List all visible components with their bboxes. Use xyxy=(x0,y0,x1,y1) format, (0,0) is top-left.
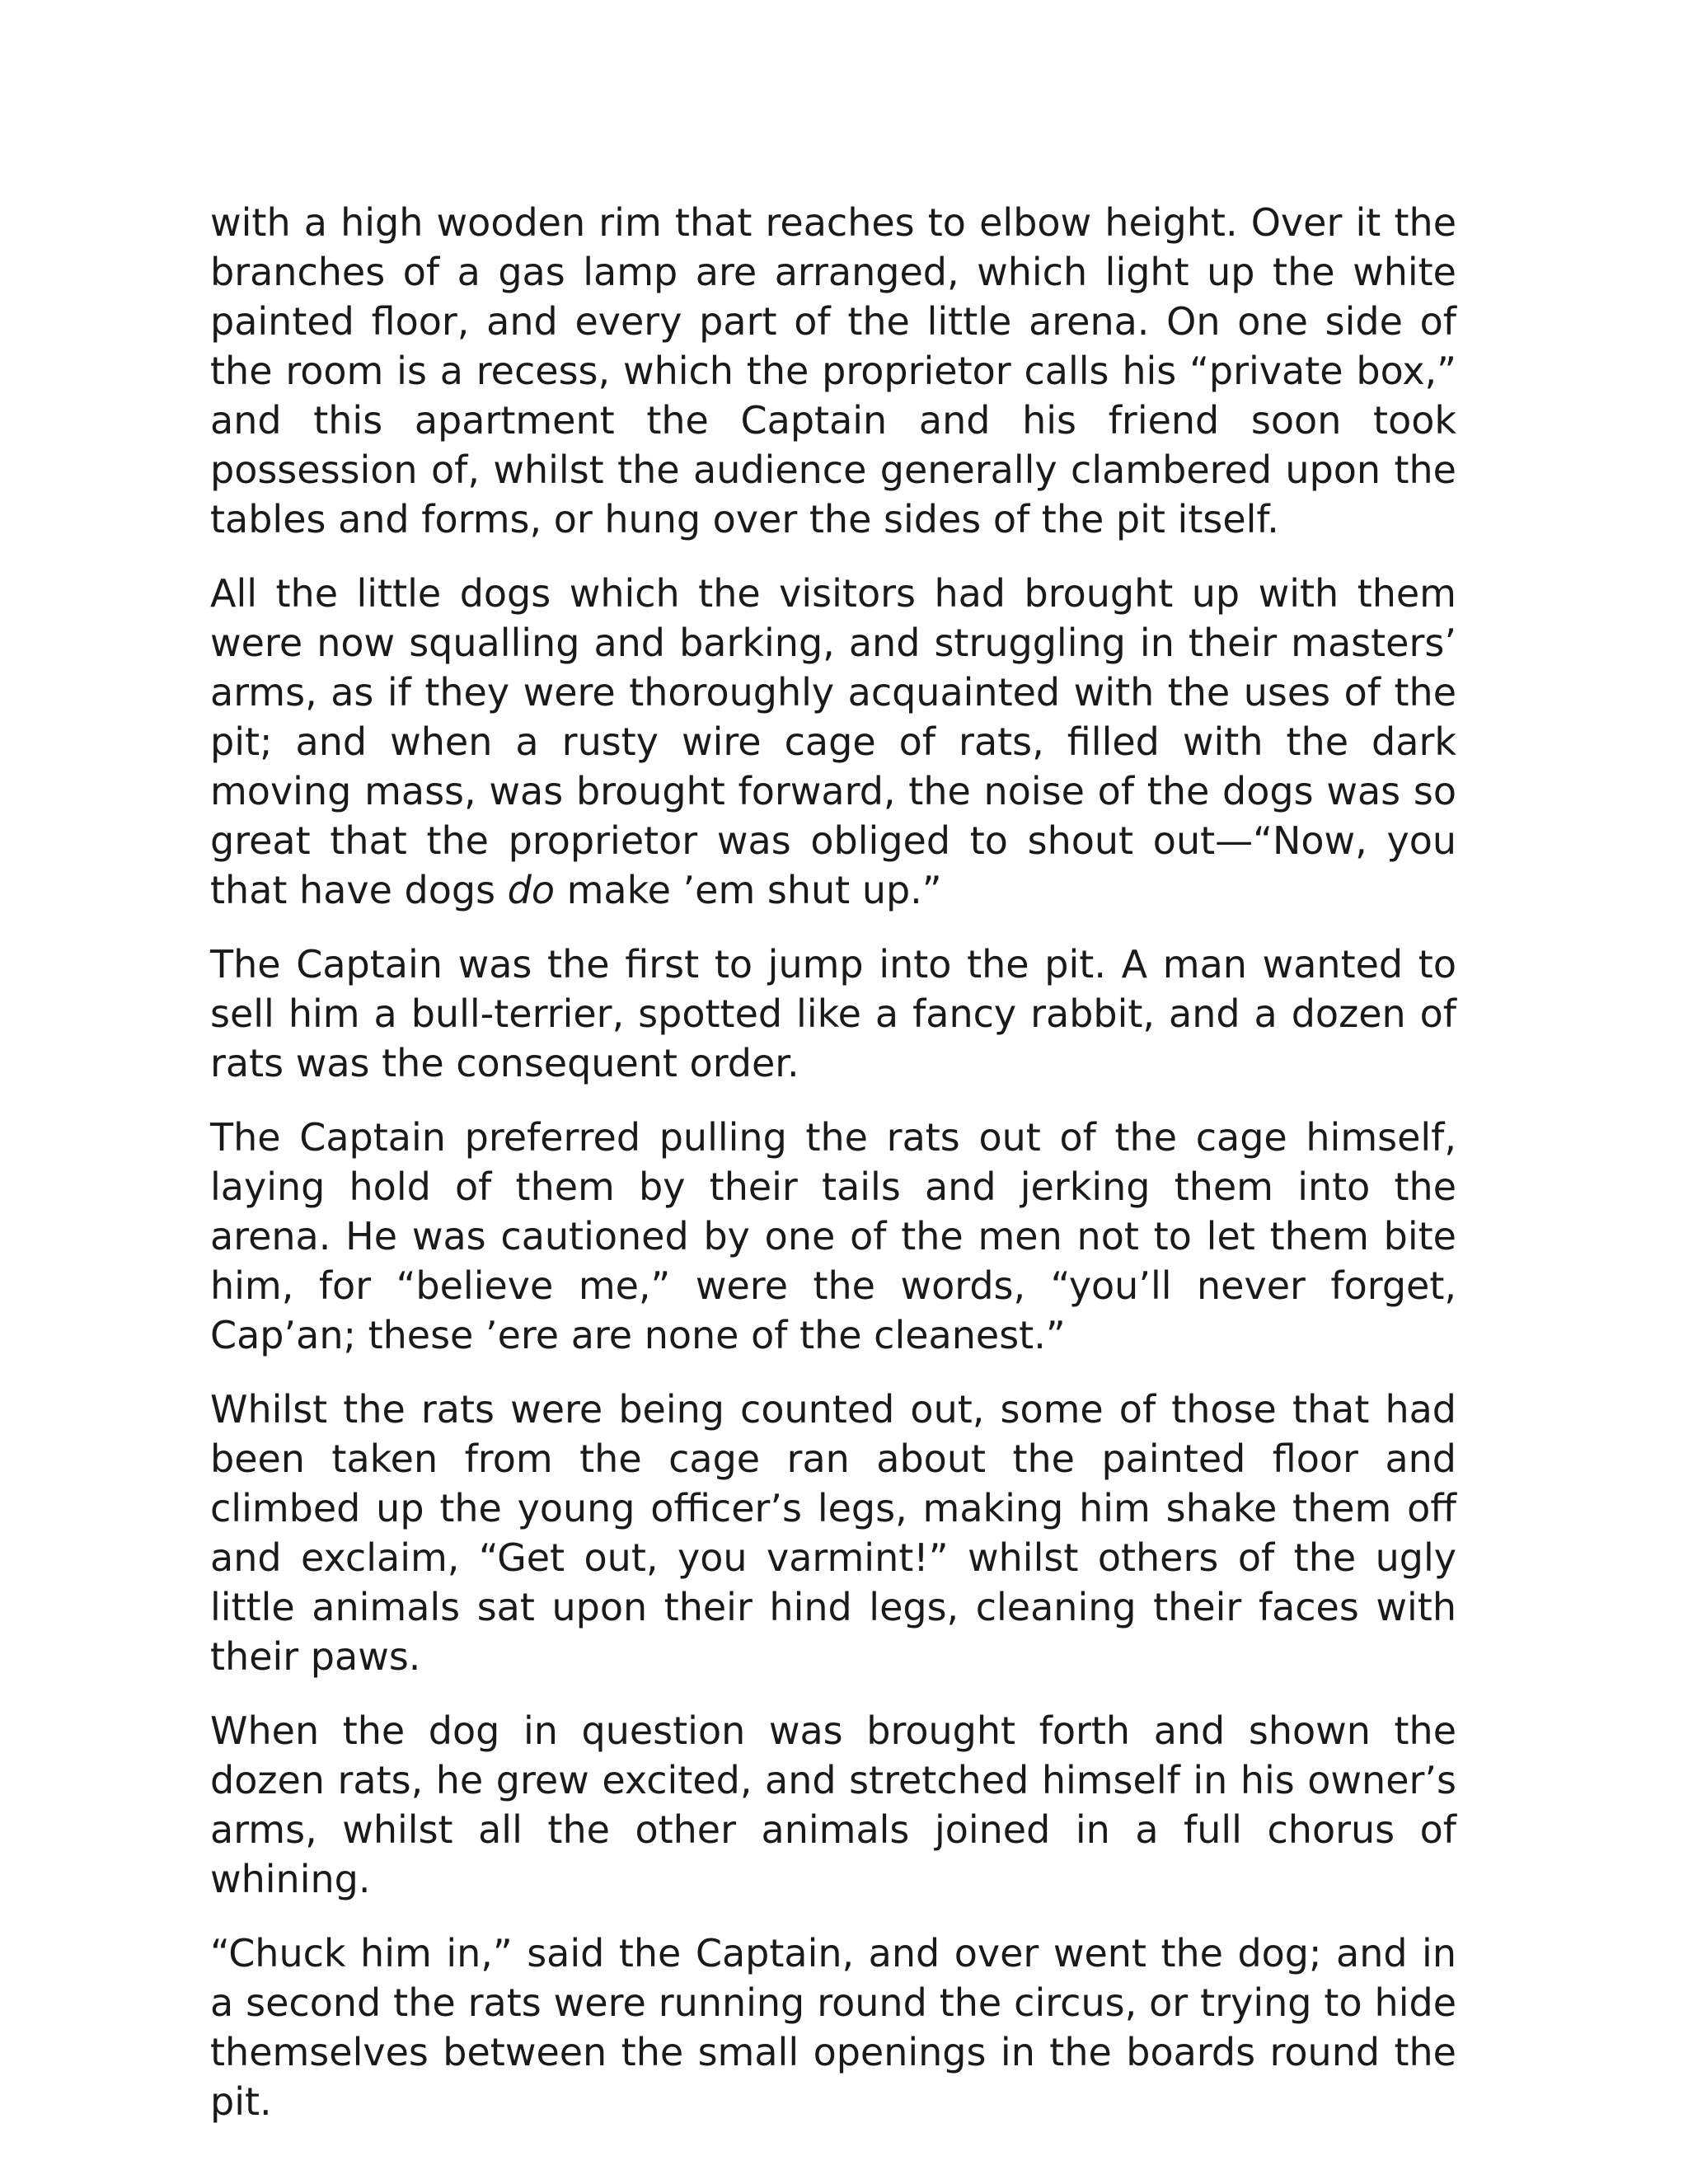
document-page xyxy=(210,198,1456,2126)
paragraph-2 xyxy=(210,569,1456,915)
paragraph-3: The Captain was the first to jump into the pit. A man wanted to sell him a bull-terrier, spotted like a fancy rabbit, and a dozen of rats was the consequent order. xyxy=(210,942,1456,1085)
paragraph-6: When the dog in question was brought forth and shown the dozen rats, he grew excited, and stretched himself in his owner’s arms, whilst all the other animals joined in a full chorus of whining. xyxy=(210,1708,1456,1901)
paragraph-2-italic-word: do xyxy=(507,868,555,912)
paragraph-4: The Captain preferred pulling the rats out of the cage himself, laying hold of them by their tails and jerking them into the arena. He was cautioned by one of the men not to let them bite him, for “believe me,” were the words, “you’ll never forget, Cap’an; these ’ere are none of the cleanest.” xyxy=(210,1115,1456,1357)
paragraph-2-text-start: All the little dogs which the visitors had brought up with them were now squalling and barking, and struggling in their masters’ arms, as if they were thoroughly acquainted with the uses of the pit; and when a rusty wire cage of rats, filled with the dark moving mass, was brought forward, the noise of the dogs was so great that the proprietor was obliged to shout out—“Now, you that have dogs xyxy=(210,571,1456,912)
paragraph-1: with a high wooden rim that reaches to elbow height. Over it the branches of a gas lamp are arranged, which light up the white painted floor, and every part of the little arena. On one side of the room is a recess, which the proprietor calls his “private box,” and this apartment the Captain and his friend soon took possession of, whilst the audience generally clambered upon the tables and forms, or hung over the sides of the pit itself. xyxy=(210,200,1456,541)
paragraph-2-text-end: make ’em shut up.” xyxy=(555,868,942,912)
paragraph-7: “Chuck him in,” said the Captain, and over went the dog; and in a second the rats were running round the circus, or trying to hide themselves between the small openings in the boards round the pit. xyxy=(210,1931,1456,2124)
paragraph-5: Whilst the rats were being counted out, some of those that had been taken from the cage ran about the painted floor and climbed up the young officer’s legs, making him shake them off and exclaim, “Get out, you varmint!” whilst others of the ugly little animals sat upon their hind legs, cleaning their faces with their paws. xyxy=(210,1387,1456,1679)
